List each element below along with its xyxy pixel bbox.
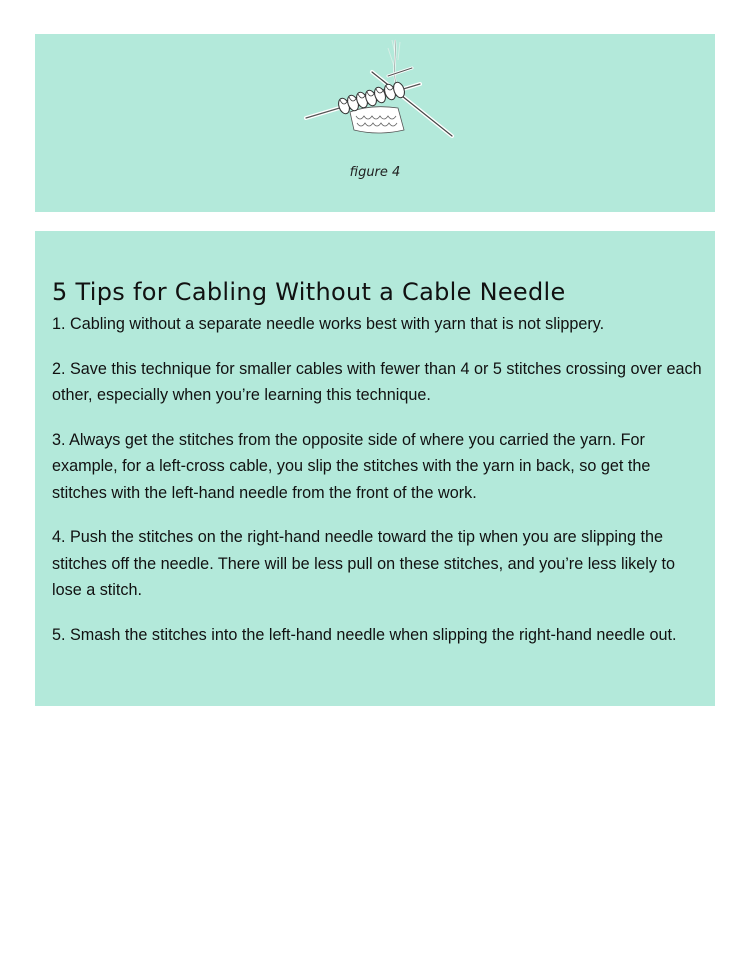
tip-item: 3. Always get the stitches from the opposite side of where you carried the yarn. For example, for a left-cross cable, you slip the stitches with the yarn in back, so get the stitches with the left-hand needle from the front of the work. — [52, 430, 651, 502]
tips-panel — [35, 231, 715, 706]
figure-caption: figure 4 — [349, 165, 401, 180]
knitting-needles-icon — [300, 38, 460, 142]
tip-item: 5. Smash the stitches into the left-hand needle when slipping the right-hand needle out. — [52, 625, 677, 644]
figure-panel — [35, 34, 715, 212]
tip-item: 1. Cabling without a separate needle works best with yarn that is not slippery. — [52, 315, 605, 333]
tip-item: 4. Push the stitches on the right-hand needle toward the tip when you are slipping the stitches off the needle. There will be less pull on these stitches, and you’re less likely to lose a stitch. — [52, 528, 675, 599]
tips-title: 5 Tips for Cabling Without a Cable Needle — [52, 278, 566, 306]
tip-item: 2. Save this technique for smaller cables with fewer than 4 or 5 stitches crossing over each other, especially when you’re learning this technique. — [52, 359, 702, 404]
tips-list — [52, 311, 702, 666]
